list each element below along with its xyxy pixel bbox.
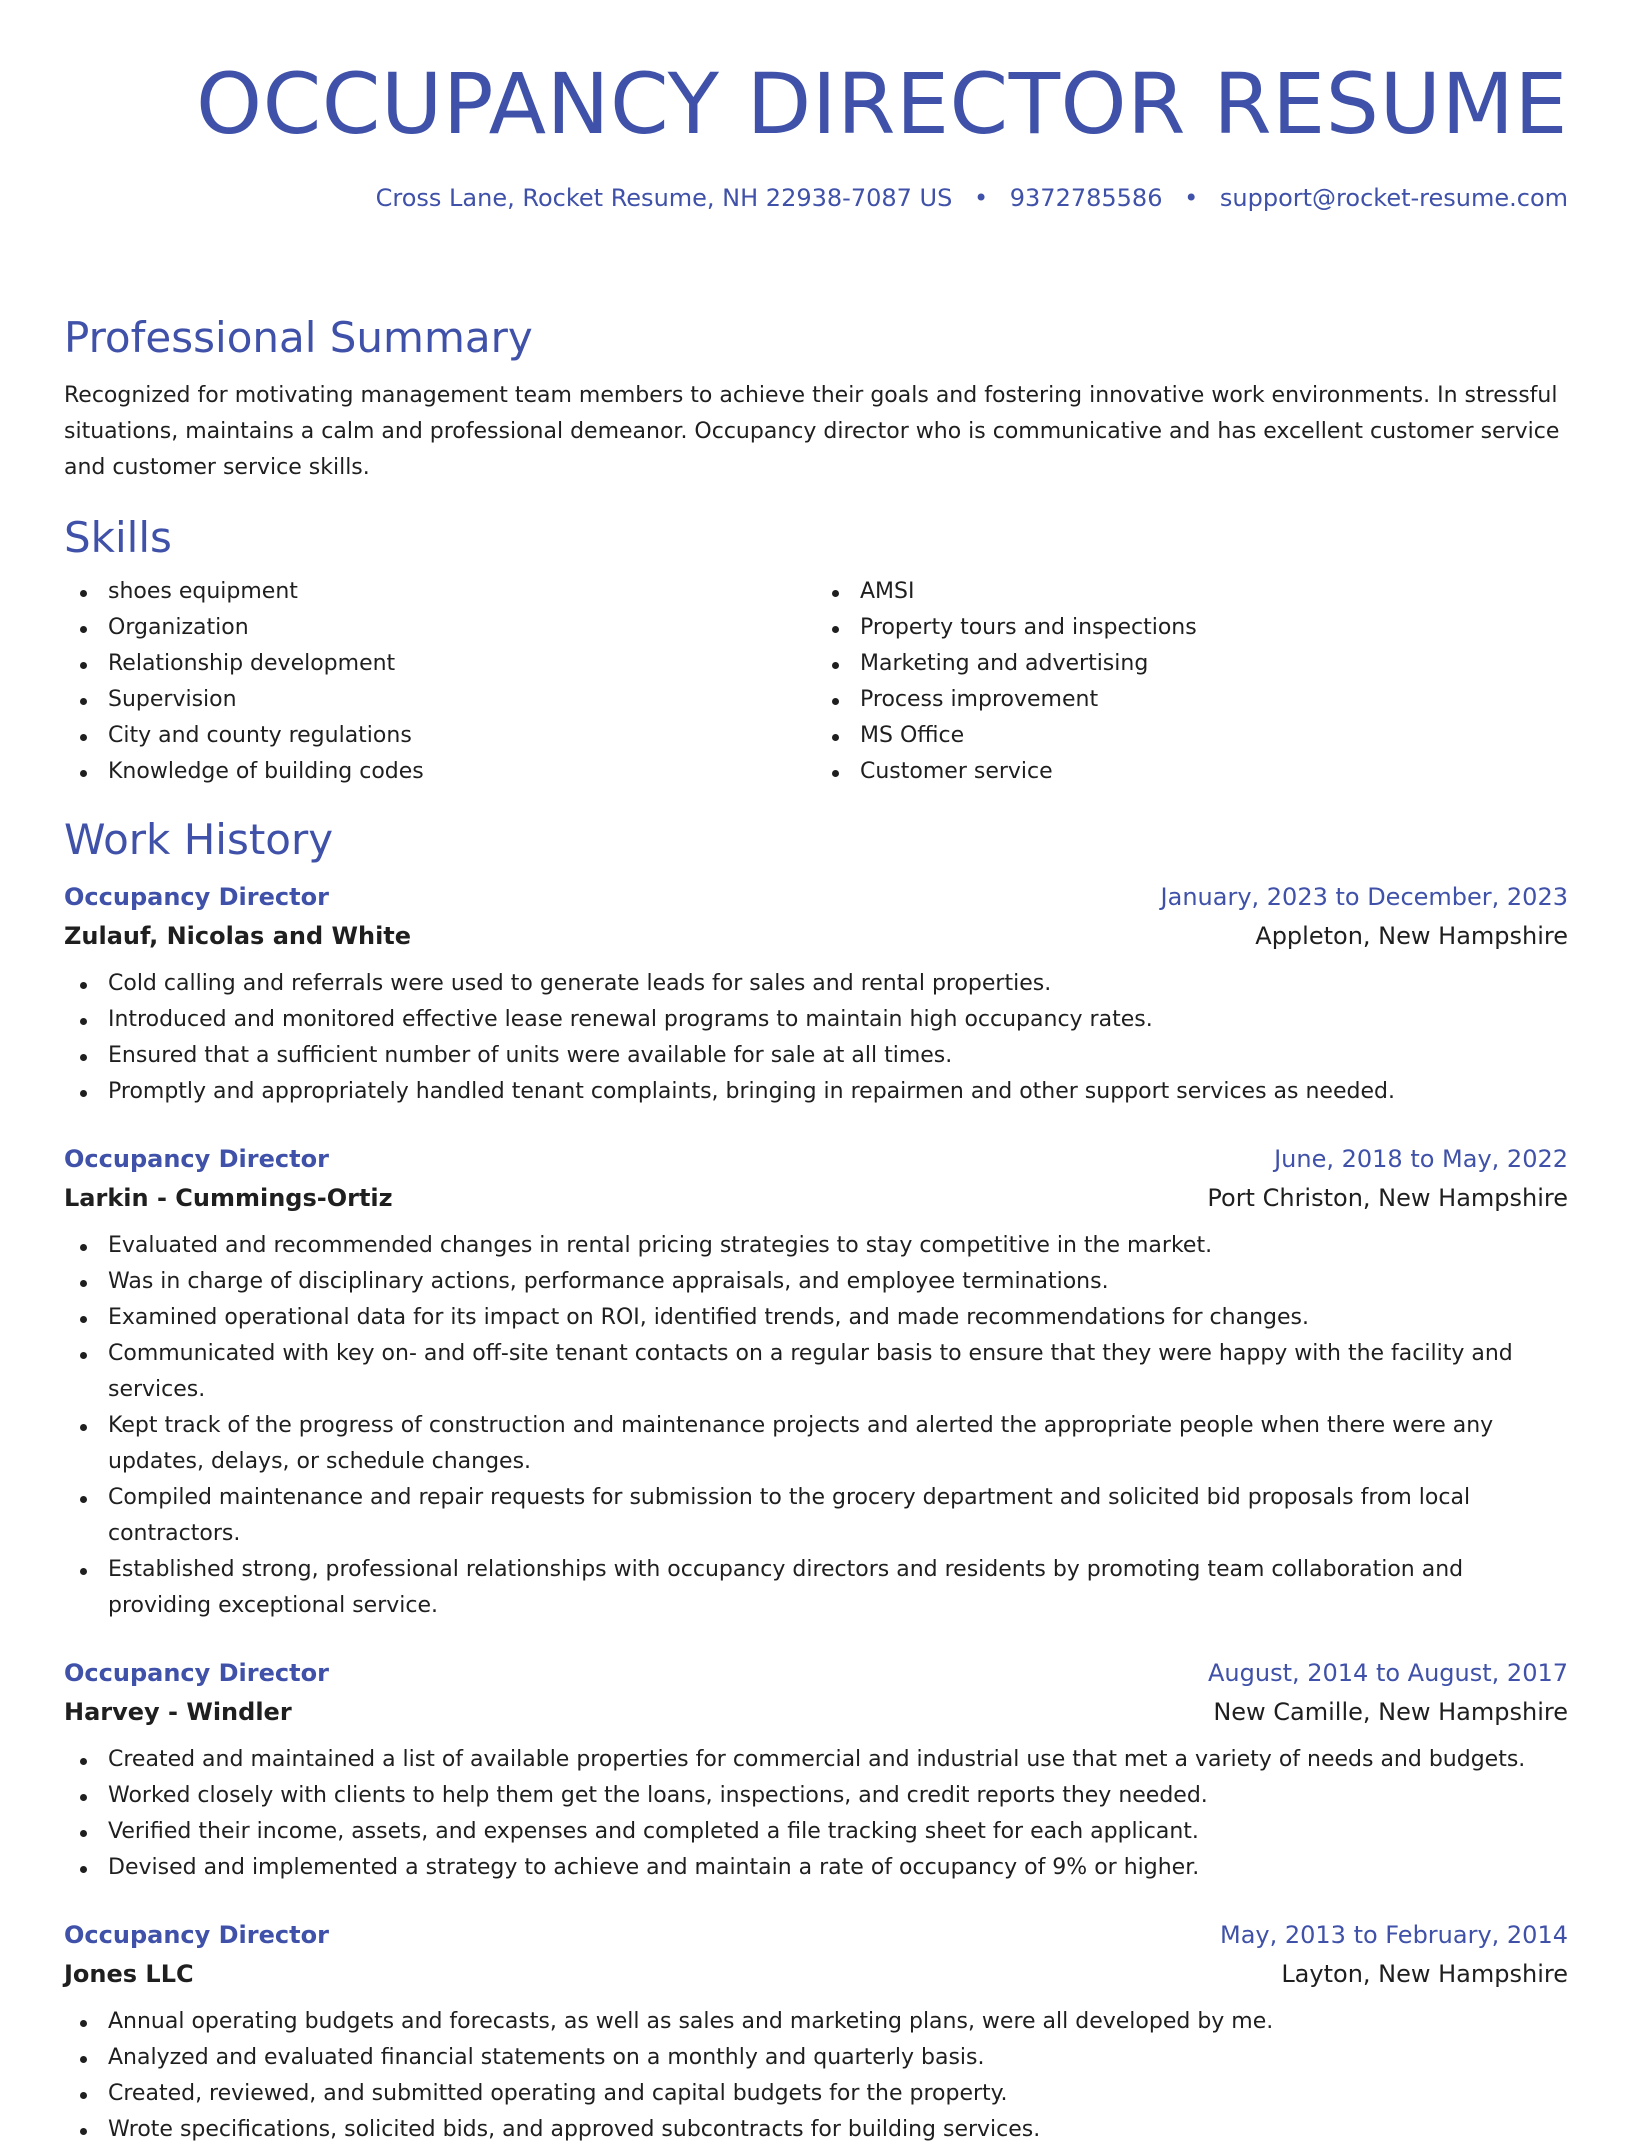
job-entry — [64, 1916, 1568, 2148]
job-company: Jones LLC — [64, 1960, 194, 1988]
job-header-row — [64, 1916, 1568, 1954]
skills-grid — [64, 574, 1568, 790]
job-location: Appleton, New Hampshire — [1255, 922, 1568, 950]
job-entry — [64, 1654, 1568, 1886]
job-bullet: Examined operational data for its impact on ROI, identified trends, and made recommendations for changes. — [108, 1300, 1568, 1336]
contact-separator: • — [973, 184, 989, 212]
work-history-section — [64, 814, 1568, 2148]
job-bullet: Annual operating budgets and forecasts, as well as sales and marketing plans, were all developed by me. — [108, 2004, 1568, 2040]
skills-right-list — [816, 574, 1568, 790]
skill-item: City and county regulations — [108, 718, 816, 754]
job-dates: January, 2023 to December, 2023 — [1160, 883, 1568, 911]
job-bullets — [64, 1742, 1568, 1886]
skill-item: AMSI — [860, 574, 1568, 610]
job-location: Layton, New Hampshire — [1281, 1960, 1568, 1988]
job-bullet: Was in charge of disciplinary actions, performance appraisals, and employee terminations. — [108, 1264, 1568, 1300]
job-bullets — [64, 966, 1568, 1110]
skill-item: Knowledge of building codes — [108, 754, 816, 790]
job-bullet: Worked closely with clients to help them get the loans, inspections, and credit reports they needed. — [108, 1778, 1568, 1814]
job-dates: August, 2014 to August, 2017 — [1208, 1659, 1568, 1687]
job-title: Occupancy Director — [64, 1659, 329, 1687]
skill-item: Property tours and inspections — [860, 610, 1568, 646]
job-bullet: Wrote specifications, solicited bids, and approved subcontracts for building services. — [108, 2112, 1568, 2148]
summary-section — [64, 312, 1568, 486]
job-bullet: Created and maintained a list of available properties for commercial and industrial use that met a variety of needs and budgets. — [108, 1742, 1568, 1778]
contact-email[interactable]: support@rocket-resume.com — [1219, 184, 1568, 212]
job-bullet: Kept track of the progress of construction and maintenance projects and alerted the appropriate people when there were any updates, delays, or schedule changes. — [108, 1408, 1568, 1480]
skill-item: Relationship development — [108, 646, 816, 682]
job-bullet: Introduced and monitored effective lease renewal programs to maintain high occupancy rates. — [108, 1002, 1568, 1038]
job-bullet: Created, reviewed, and submitted operating and capital budgets for the property. — [108, 2076, 1568, 2112]
contact-line — [376, 182, 1568, 214]
job-dates: May, 2013 to February, 2014 — [1220, 1921, 1568, 1949]
job-company: Zulauf, Nicolas and White — [64, 922, 412, 950]
skills-left-list — [64, 574, 816, 790]
job-company: Larkin - Cummings-Ortiz — [64, 1184, 393, 1212]
job-title: Occupancy Director — [64, 883, 329, 911]
skill-item: shoes equipment — [108, 574, 816, 610]
job-bullet: Analyzed and evaluated financial statements on a monthly and quarterly basis. — [108, 2040, 1568, 2076]
job-dates: June, 2018 to May, 2022 — [1274, 1145, 1568, 1173]
skills-heading: Skills — [64, 513, 172, 562]
job-entry — [64, 1140, 1568, 1624]
job-bullet: Devised and implemented a strategy to achieve and maintain a rate of occupancy of 9% or higher. — [108, 1850, 1568, 1886]
skill-item: Supervision — [108, 682, 816, 718]
job-bullet: Communicated with key on- and off-site tenant contacts on a regular basis to ensure that they were happy with the facility and services. — [108, 1336, 1568, 1408]
job-location: New Camille, New Hampshire — [1213, 1698, 1568, 1726]
summary-heading: Professional Summary — [64, 313, 533, 362]
job-bullet: Compiled maintenance and repair requests for submission to the grocery department and solicited bid proposals from local contractors. — [108, 1480, 1568, 1552]
job-location: Port Christon, New Hampshire — [1207, 1184, 1568, 1212]
resume-title: OCCUPANCY DIRECTOR RESUME — [195, 55, 1568, 153]
skill-item: Process improvement — [860, 682, 1568, 718]
skill-item: Marketing and advertising — [860, 646, 1568, 682]
contact-phone[interactable]: 9372785586 — [1009, 184, 1163, 212]
job-entry — [64, 878, 1568, 1110]
skill-item: Organization — [108, 610, 816, 646]
job-bullet: Established strong, professional relationships with occupancy directors and residents by promoting team collaboration and providing exceptional service. — [108, 1552, 1568, 1624]
job-company-row — [64, 1178, 1568, 1218]
job-bullets — [64, 1228, 1568, 1624]
contact-address: Cross Lane, Rocket Resume, NH 22938-7087 US — [375, 184, 953, 212]
job-header-row — [64, 878, 1568, 916]
skill-item: MS Office — [860, 718, 1568, 754]
job-bullet: Ensured that a sufficient number of units were available for sale at all times. — [108, 1038, 1568, 1074]
summary-text: Recognized for motivating management team members to achieve their goals and fostering innovative work environments. In stressful situations, maintains a calm and professional demeanor. Occupancy director who is communicative and has excellent customer service and customer service skills. — [64, 383, 1560, 480]
job-bullet: Cold calling and referrals were used to generate leads for sales and rental properties. — [108, 966, 1568, 1002]
job-bullet: Promptly and appropriately handled tenant complaints, bringing in repairmen and other support services as needed. — [108, 1074, 1568, 1110]
skills-section — [64, 512, 1568, 790]
job-company-row — [64, 1954, 1568, 1994]
job-bullet: Verified their income, assets, and expenses and completed a file tracking sheet for each applicant. — [108, 1814, 1568, 1850]
skill-item: Customer service — [860, 754, 1568, 790]
job-header-row — [64, 1654, 1568, 1692]
job-company-row — [64, 916, 1568, 956]
work-history-heading: Work History — [64, 815, 334, 864]
contact-separator: • — [1184, 184, 1199, 212]
job-header-row — [64, 1140, 1568, 1178]
job-title: Occupancy Director — [64, 1921, 329, 1949]
job-bullet: Evaluated and recommended changes in rental pricing strategies to stay competitive in the market. — [108, 1228, 1568, 1264]
job-company: Harvey - Windler — [64, 1698, 292, 1726]
job-title: Occupancy Director — [64, 1145, 329, 1173]
job-bullets — [64, 2004, 1568, 2148]
job-company-row — [64, 1692, 1568, 1732]
